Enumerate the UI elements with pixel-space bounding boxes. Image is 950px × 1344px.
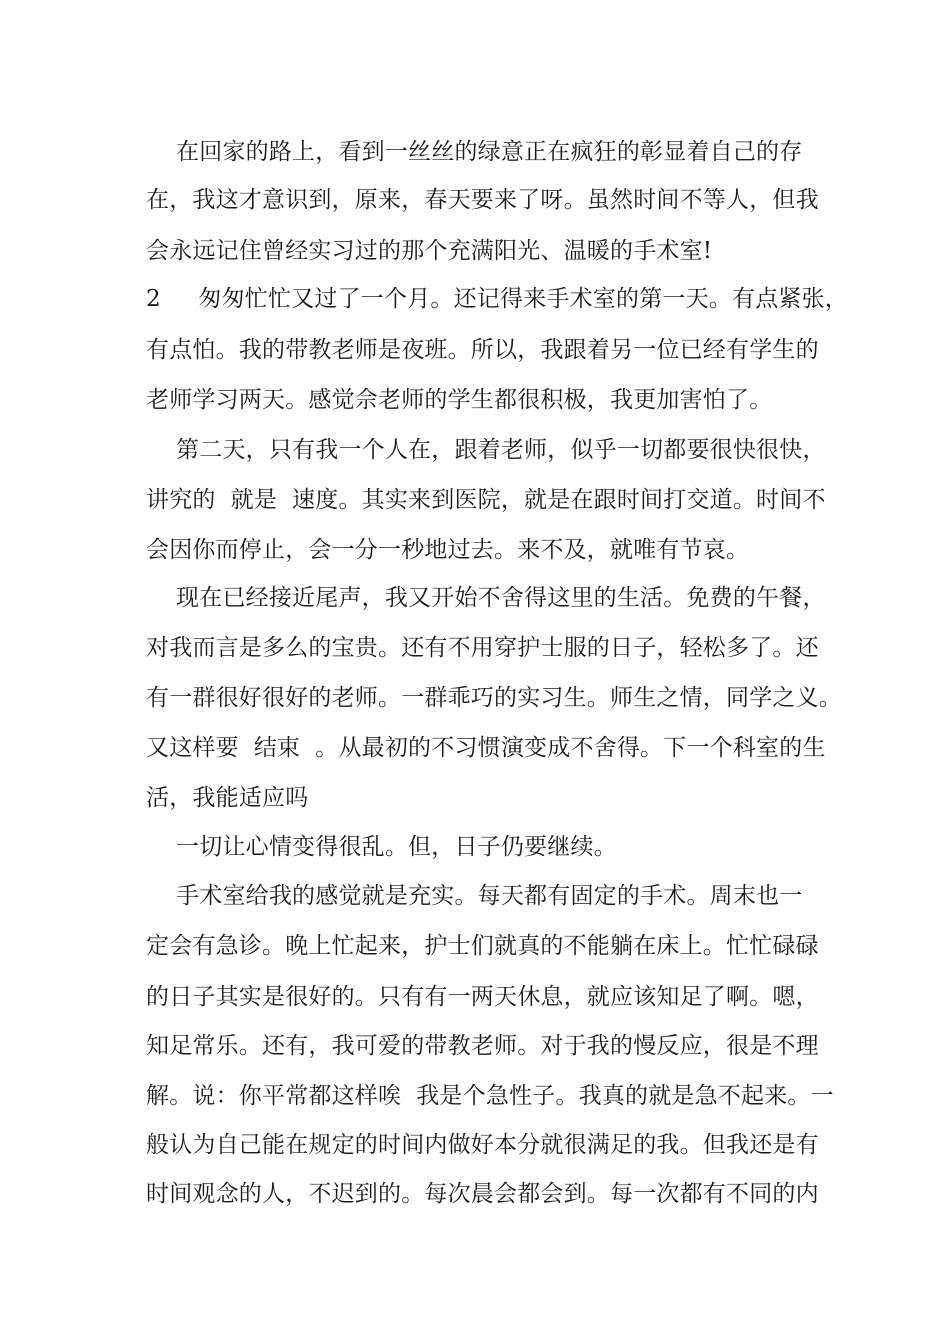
text-line: 般认为自己能在规定的时间内做好本分就很满足的我。但我还是有 xyxy=(146,1132,819,1158)
text-line: 会因你而停止，会一分一秒地过去。来不及，就唯有节哀。 xyxy=(146,537,750,563)
text-line: 解。说：你平常都这样唉 我是个急性子。我真的就是急不起来。一 xyxy=(146,1083,834,1109)
text-line: 又这样要 结束 。从最初的不习惯演变成不舍得。下一个科室的生 xyxy=(146,735,826,761)
text-line: 在，我这才意识到，原来，春天要来了呀。虽然时间不等人，但我 xyxy=(146,187,819,213)
text-line: 活，我能适应吗 xyxy=(146,785,309,811)
text-line: 时间观念的人，不迟到的。每次晨会都会到。每一次都有不同的内 xyxy=(146,1181,819,1207)
text-line: 会永远记住曾经实习过的那个充满阳光、温暖的手术室! xyxy=(146,238,713,264)
text-line: 老师学习两天。感觉佘老师的学生都很积极，我更加害怕了。 xyxy=(146,387,773,413)
text-line: 有点怕。我的带教老师是夜班。所以，我跟着另一位已经有学生的 xyxy=(146,337,819,363)
text-line: 对我而言是多么的宝贵。还有不用穿护士服的日子，轻松多了。还 xyxy=(146,635,819,661)
text-line: 手术室给我的感觉就是充实。每天都有固定的手术。周末也一 xyxy=(146,883,803,909)
text-line: 第二天，只有我一个人在，跟着老师，似乎一切都要很快很快， xyxy=(146,437,826,463)
text-line: 现在已经接近尾声，我又开始不舍得这里的生活。免费的午餐， xyxy=(146,585,826,611)
text-line: 在回家的路上，看到一丝丝的绿意正在疯狂的彰显着自己的存 xyxy=(146,139,803,165)
text-line: 讲究的 就是 速度。其实来到医院，就是在跟时间打交道。时间不 xyxy=(146,487,826,513)
text-line: 2 匆匆忙忙又过了一个月。还记得来手术室的第一天。有点紧张， xyxy=(146,286,848,312)
text-line: 知足常乐。还有，我可爱的带教老师。对于我的慢反应，很是不理 xyxy=(146,1033,819,1059)
text-line: 一切让心情变得很乱。但，日子仍要继续。 xyxy=(146,834,617,860)
text-line: 有一群很好很好的老师。一群乖巧的实习生。师生之情，同学之义。 xyxy=(146,685,842,711)
text-line: 定会有急诊。晚上忙起来，护士们就真的不能躺在床上。忙忙碌碌 xyxy=(146,933,819,959)
text-line: 的日子其实是很好的。只有有一两天休息，就应该知足了啊。嗯， xyxy=(146,984,819,1010)
